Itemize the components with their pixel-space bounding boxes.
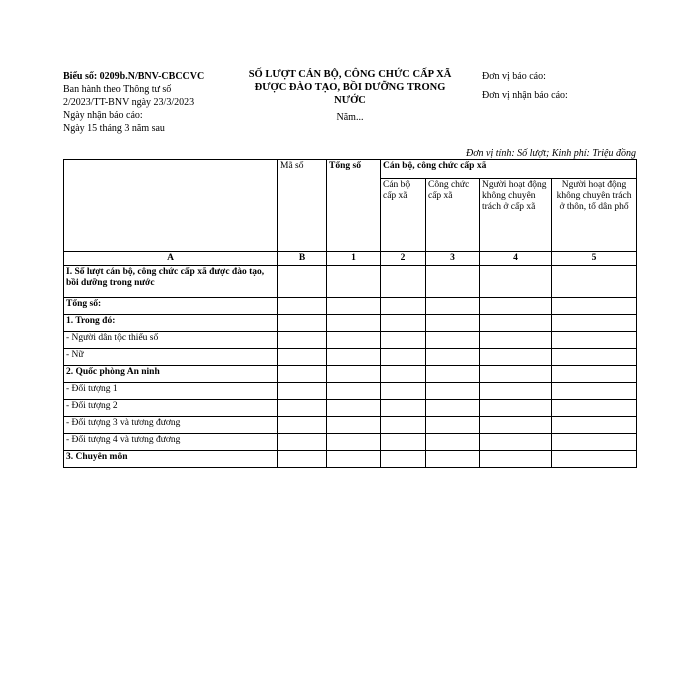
header-total: Tổng số (327, 160, 381, 252)
table-row (64, 266, 637, 298)
table-row (64, 400, 637, 417)
unit-info (482, 70, 662, 108)
index-cell: 1 (327, 252, 381, 266)
header-blank-cell (64, 160, 278, 252)
page-title: SỐ LƯỢT CÁN BỘ, CÔNG CHỨC CẤP XÃ ĐƯỢC ĐÀO TẠO, BỒI DƯỠNG TRONG NƯỚC (248, 69, 452, 106)
index-cell: 2 (381, 252, 426, 266)
table-row (64, 349, 637, 366)
report-table (63, 159, 637, 468)
row-label: - Người dân tộc thiểu số (64, 332, 278, 349)
form-code: Biểu số: 0209b.N/BNV-CBCCVC (63, 71, 205, 82)
header-sub-4: Người hoạt động không chuyên trách ở thôn, tổ dân phố (552, 179, 637, 252)
row-label: Tổng số: (64, 298, 278, 315)
index-cell: 5 (552, 252, 637, 266)
table-row (64, 383, 637, 400)
table-row (64, 451, 637, 468)
receive-date-label: Ngày nhận báo cáo: (63, 110, 143, 121)
form-info (63, 70, 253, 135)
table-row (64, 366, 637, 383)
index-row (64, 252, 637, 266)
row-label: 1. Trong đó: (64, 315, 278, 332)
index-cell: B (278, 252, 327, 266)
table-row (64, 434, 637, 451)
header-sub-3: Người hoạt động không chuyên trách ở cấp xã (480, 179, 552, 252)
row-label: I. Số lượt cán bộ, công chức cấp xã được đào tạo, bồi dưỡng trong nước (64, 266, 278, 298)
table-row (64, 417, 637, 434)
row-label: - Đối tượng 4 và tương đương (64, 434, 278, 451)
index-cell: 3 (426, 252, 480, 266)
header-group: Cán bộ, công chức cấp xã (381, 160, 637, 179)
report-year: Năm... (336, 112, 364, 123)
row-label: 3. Chuyên môn (64, 451, 278, 468)
header-sub-1: Cán bộ cấp xã (381, 179, 426, 252)
row-label: - Đối tượng 1 (64, 383, 278, 400)
receiving-unit: Đơn vị nhận báo cáo: (482, 90, 568, 101)
index-cell: 4 (480, 252, 552, 266)
issued-by-line2: 2/2023/TT-BNV ngày 23/3/2023 (63, 97, 195, 108)
table-row (64, 315, 637, 332)
table-row (64, 332, 637, 349)
row-label: - Nữ (64, 349, 278, 366)
row-label: - Đối tượng 3 và tương đương (64, 417, 278, 434)
table-row (64, 298, 637, 315)
row-label: 2. Quốc phòng An ninh (64, 366, 278, 383)
row-label: - Đối tượng 2 (64, 400, 278, 417)
issued-by-line1: Ban hành theo Thông tư số (63, 84, 172, 95)
reporting-unit: Đơn vị báo cáo: (482, 71, 546, 82)
unit-note: Đơn vị tính: Số lượt; Kinh phí: Triệu đồng (465, 148, 636, 159)
index-cell: A (64, 252, 278, 266)
header-code: Mã số (278, 160, 327, 252)
receive-date-value: Ngày 15 tháng 3 năm sau (63, 123, 165, 134)
header-sub-2: Công chức cấp xã (426, 179, 480, 252)
